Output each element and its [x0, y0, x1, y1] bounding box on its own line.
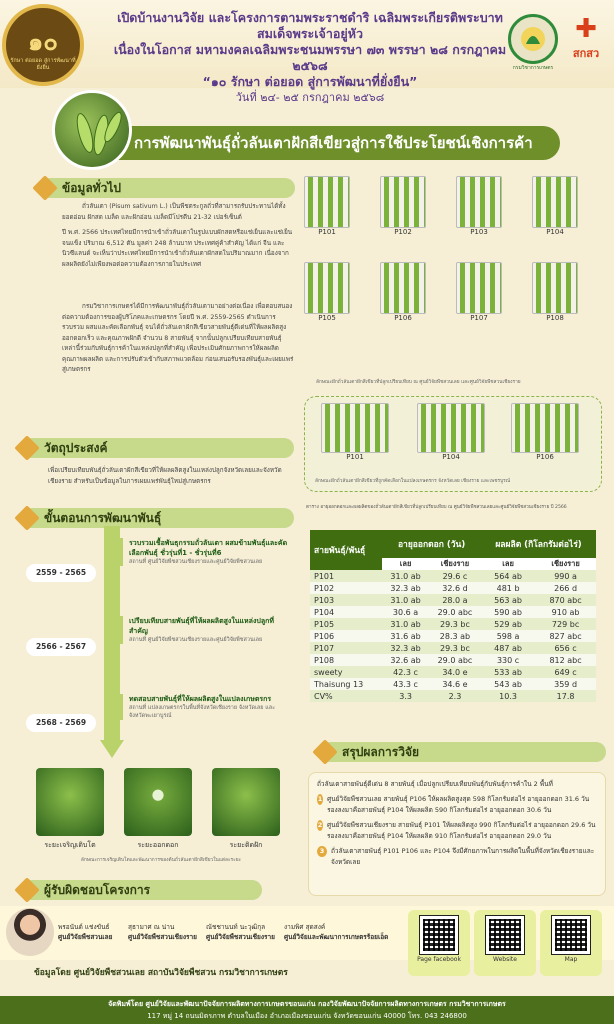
summary-item-text: ถั่วลันเตาสายพันธุ์ P101 P106 และ P104 จึงมีศักยภาพในการผลิตในพื้นที่จังหวัดเชียงรายและจังหวัดเลย	[331, 847, 595, 866]
pod-image	[532, 176, 578, 228]
member-org: ศูนย์วิจัยพืชสวนเชียงราย	[206, 933, 275, 941]
summary-number: 3	[317, 846, 327, 857]
table-row	[310, 582, 596, 594]
summary-box	[308, 772, 606, 896]
footer	[0, 996, 614, 1024]
tsri-logo	[566, 14, 606, 78]
summary-item-text: ศูนย์วิจัยพืชสวนเชียงราย สายพันธุ์ P101 ให้ผลผลิตสูง 990 กิโลกรัมต่อไร่ อายุออกดอก 29.6 วัน รองลงมาคือสายพันธุ์ P104 ให้ผลผลิต 910 กิโลกรัมต่อไร่ อายุออกดอก 29.0 วัน	[327, 821, 596, 840]
pod-label: P103	[470, 228, 488, 236]
section-steps	[22, 508, 294, 528]
cell-value: 31.0 ab	[382, 594, 429, 606]
header-line-4: วันที่ ๒๔- ๒๕ กรกฎาคม ๒๕๖๘	[235, 91, 385, 104]
pod-card	[304, 176, 350, 236]
cell-value: 827 abc	[535, 630, 596, 642]
pod-image	[417, 403, 485, 453]
cell-value: 564 ab	[481, 570, 535, 582]
member-name: สุธามาศ ณ น่าน	[128, 923, 175, 931]
cell-value: 32.6 d	[429, 582, 481, 594]
cell-value: 649 c	[535, 666, 596, 678]
pod-top-caption: ลักษณะฝักถั่วลันเตาฝักสีเขียวที่ปลูกเปรียบเทียบ ณ ศูนย์วิจัยพืชสวนเลย และศูนย์วิจัยพืชสวนเชียงราย	[316, 380, 521, 385]
step-2	[120, 616, 290, 644]
cell-value: 17.8	[535, 690, 596, 702]
stage-photo-podding	[212, 768, 280, 836]
table-row	[310, 594, 596, 606]
cell-value: 266 d	[535, 582, 596, 594]
step-3-title: ทดสอบสายพันธุ์ที่ให้ผลผลิตสูงในแปลงเกษตรกร	[129, 695, 272, 703]
pod-label: P106	[536, 453, 554, 461]
pod-grid-selected	[304, 396, 602, 492]
table-row	[310, 690, 596, 702]
general-paragraph-3: กรมวิชาการเกษตรได้มีการพัฒนาพันธุ์ถั่วลันเตามาอย่างต่อเนื่อง เพื่อตอบสนองต่อความต้องการของผู้บริโภคและเกษตรกร โดยปี พ.ศ. 2559-2565 ดำเนินการรวบรวม ผสมและคัดเลือกพันธุ์ จนได้ถั่วลันเตาฝักสีเขียวสายพันธุ์ดีเด่นที่ให้ผลผลิตสูง ออกดอกเร็ว และคุณภาพฝักดี จำนวน 8 สายพันธุ์ จากนั้นปลูกเปรียบเทียบสายพันธุ์เหล่านี้ร่วมกับพันธุ์การค้าในแหล่งปลูกที่สำคัญ เพื่อประเมินศักยภาพการให้ผลผลิต คุณภาพผลผลิต และการปรับตัวเข้ากับสภาพแวดล้อม ก่อนเสนอรับรองพันธุ์และเผยแพร่สู่เกษตรกร	[62, 303, 294, 373]
pod-card	[304, 262, 350, 322]
pod-label: P104	[442, 453, 460, 461]
cell-value: 543 ab	[481, 678, 535, 690]
cell-variety: P105	[310, 618, 382, 630]
cell-variety: P104	[310, 606, 382, 618]
pod-card	[532, 176, 578, 236]
cell-variety: P102	[310, 582, 382, 594]
pod-card	[380, 262, 426, 322]
stage-label-podding: ระยะติดฝัก	[229, 841, 263, 849]
pod-card	[321, 403, 389, 461]
pod-image	[304, 262, 350, 314]
header-title	[100, 10, 520, 106]
qr-website[interactable]	[474, 910, 536, 976]
general-heading: ข้อมูลทั่วไป	[62, 181, 121, 195]
stage-photo-growth	[36, 768, 104, 836]
pod-label: P108	[546, 314, 564, 322]
cell-value: 28.3 ab	[429, 630, 481, 642]
cell-value: 32.3 ab	[382, 642, 429, 654]
steps-heading: ขั้นตอนการพัฒนาพันธุ์	[44, 511, 162, 525]
section-objective	[22, 438, 294, 458]
member-name: พรอนันต์ แช่งขันธ์	[58, 923, 110, 931]
step-2-years: 2566 - 2567	[26, 638, 96, 656]
qr-code-icon	[486, 916, 524, 954]
cell-value: 32.3 ab	[382, 582, 429, 594]
member-org: ศูนย์วิจัยพืชสวนเลย	[58, 933, 113, 941]
team-member-3	[206, 922, 296, 942]
general-paragraph-1: ถั่วลันเตา (Pisum sativum L.) เป็นพืชตระกูลถั่วที่สามารถรับประทานได้ทั้งยอดอ่อน ฝักสด เมล็ด และฝักอ่อน เมล็ดมีโปรตีน 21-32 เปอร์เซ็นต์	[62, 203, 286, 221]
table-row	[310, 630, 596, 642]
th-flowering: อายุออกดอก (วัน)	[382, 530, 481, 558]
bean-photo	[52, 90, 132, 170]
stage-label-growth: ระยะเจริญเติบโต	[44, 841, 96, 849]
pod-image	[511, 403, 579, 453]
cell-value: 729 bc	[535, 618, 596, 630]
qr-code-icon	[552, 916, 590, 954]
qr-label: Page facebook	[417, 956, 461, 963]
seal-icon	[518, 24, 548, 54]
cell-value: 487 ab	[481, 642, 535, 654]
cell-variety: CV%	[310, 690, 382, 702]
cell-value: 812 abc	[535, 654, 596, 666]
cell-variety: P107	[310, 642, 382, 654]
cell-value: 481 b	[481, 582, 535, 594]
cell-variety: Thaisung 13	[310, 678, 382, 690]
pod-image	[380, 176, 426, 228]
pod-label: P101	[318, 228, 336, 236]
summary-item-text: ศูนย์วิจัยพืชสวนเลย สายพันธุ์ P106 ให้ผลผลิตสูงสุด 598 กิโลกรัมต่อไร่ อายุออกดอก 31.6 วัน รองลงมาคือสายพันธุ์ P104 ให้ผลผลิต 590 กิโลกรัมต่อไร่ อายุออกดอก 30.6 วัน	[327, 795, 590, 814]
qr-label: Website	[493, 956, 517, 963]
pod-card	[417, 403, 485, 461]
pod-image	[321, 403, 389, 453]
objective-heading: วัตถุประสงค์	[44, 441, 108, 455]
pod-image	[456, 176, 502, 228]
researcher-photo	[6, 908, 54, 956]
cell-value: 34.6 e	[429, 678, 481, 690]
cell-value: 359 d	[535, 678, 596, 690]
cell-value: 42.3 c	[382, 666, 429, 678]
pod-grid-top	[300, 176, 606, 376]
summary-item-1	[317, 794, 597, 816]
cell-value: 29.3 bc	[429, 618, 481, 630]
pod-bottom-caption: ลักษณะฝักถั่วลันเตาฝักสีเขียวที่ถูกคัดเลือกในแปลงเกษตรกร จังหวัดเลย เชียงราย และเพชรบูรณ์	[315, 479, 511, 484]
pod-card	[456, 176, 502, 236]
tsri-mark-icon: ✚	[575, 14, 597, 44]
stage-photo-flowering	[124, 768, 192, 836]
summary-number: 2	[317, 821, 323, 829]
section-summary	[320, 742, 606, 762]
pod-label: P107	[470, 314, 488, 322]
pod-card	[456, 262, 502, 322]
cell-value: 598 a	[481, 630, 535, 642]
pod-card	[511, 403, 579, 461]
table-row	[310, 570, 596, 582]
step-3	[120, 694, 290, 720]
team-member-4	[284, 922, 404, 942]
cell-value: 31.0 ab	[382, 570, 429, 582]
pod-label: P104	[546, 228, 564, 236]
pod-image	[532, 262, 578, 314]
th-variety: สายพันธุ์/พันธุ์	[310, 530, 382, 570]
footer-line-2: 117 หมู่ 14 ถนนมิตรภาพ ตำบลในเมือง อำเภอเมืองขอนแก่น จังหวัดขอนแก่น 40000 โทร. 043 246800	[147, 1012, 467, 1020]
cell-variety: P108	[310, 654, 382, 666]
pod-label: P105	[318, 314, 336, 322]
badge-number: ๑๐	[28, 27, 58, 56]
summary-item-2	[317, 820, 597, 842]
summary-heading: สรุปผลการวิจัย	[342, 745, 420, 759]
cell-variety: sweety	[310, 666, 382, 678]
step-2-place: สถานที่ ศูนย์วิจัยพืชสวนเชียงรายและศูนย์วิจัยพืชสวนเลย	[129, 637, 263, 643]
header-line-1: เปิดบ้านงานวิจัย และโครงการตามพระราชดำริ เฉลิมพระเกียรติพระบาทสมเด็จพระเจ้าอยู่หัว	[117, 10, 503, 41]
credit-line: ข้อมูลโดย ศูนย์วิจัยพืชสวนเลย สถาบันวิจัยพืชสวน กรมวิชาการเกษตร	[34, 968, 288, 978]
stages-caption: ลักษณะการเจริญเติบโตและพัฒนาการของต้นถั่วลันเตาฝักสีเขียวในแต่ละระยะ	[80, 858, 242, 863]
qr-facebook[interactable]	[408, 910, 470, 976]
qr-code-icon	[420, 916, 458, 954]
cell-value: 43.3 c	[382, 678, 429, 690]
cell-value: 563 ab	[481, 594, 535, 606]
pod-card	[380, 176, 426, 236]
table-caption: ตาราง อายุออกดอกและผลผลิตของถั่วลันเตาฝักสีเขียวที่ปลูกเปรียบเทียบ ณ ศูนย์วิจัยพืชสวนเลยและศูนย์วิจัยพืชสวนเชียงราย ปี 2566	[306, 505, 567, 510]
cell-value: 330 c	[481, 654, 535, 666]
th-sub-chiangrai-2: เชียงราย	[535, 558, 596, 570]
cell-value: 533 ab	[481, 666, 535, 678]
step-3-years: 2568 - 2569	[26, 714, 96, 732]
summary-number: 1	[317, 795, 323, 803]
th-yield: ผลผลิต (กิโลกรัมต่อไร่)	[481, 530, 596, 558]
cell-value: 870 abc	[535, 594, 596, 606]
step-1-title: รวบรวมเชื้อพันธุกรรมถั่วลันเตา ผสมข้ามพันธุ์และคัดเลือกพันธุ์ ชั่วรุ่นที่1 - ชั่วรุ่นที่6	[129, 539, 288, 557]
summary-intro: ถั่วลันเตาสายพันธุ์ดีเด่น 8 สายพันธุ์ เมื่อปลูกเปรียบเทียบพันธุ์กับพันธุ์การค้าใน 2 พื้นที่	[317, 780, 553, 788]
cell-value: 10.3	[481, 690, 535, 702]
step-1-years: 2559 - 2565	[26, 564, 96, 582]
pod-label: P101	[346, 453, 364, 461]
cell-variety: P103	[310, 594, 382, 606]
member-org: ศูนย์วิจัยและพัฒนาการเกษตรร้อยเอ็ด	[284, 933, 389, 941]
qr-map[interactable]	[540, 910, 602, 976]
cell-value: 590 ab	[481, 606, 535, 618]
step-1	[120, 538, 290, 566]
th-sub-chiangrai-1: เชียงราย	[429, 558, 481, 570]
step-2-title: เปรียบเทียบสายพันธุ์ที่ให้ผลผลิตสูงในแหล่งปลูกที่สำคัญ	[129, 617, 274, 635]
section-general	[40, 178, 295, 198]
page-title: การพัฒนาพันธุ์ถั่วลันเตาฝักสีเขียวสู่การใช้ประโยชน์เชิงการค้า	[100, 126, 560, 160]
cell-value: 34.0 e	[429, 666, 481, 678]
cell-variety: P106	[310, 630, 382, 642]
pod-label: P106	[394, 314, 412, 322]
table-row	[310, 678, 596, 690]
cell-value: 29.6 c	[429, 570, 481, 582]
anniversary-badge	[2, 4, 84, 86]
cell-value: 32.6 ab	[382, 654, 429, 666]
cell-value: 28.0 a	[429, 594, 481, 606]
seal-label: กรมวิชาการเกษตร	[512, 65, 554, 71]
cell-value: 31.6 ab	[382, 630, 429, 642]
table-row	[310, 618, 596, 630]
table-row	[310, 642, 596, 654]
cell-value: 2.3	[429, 690, 481, 702]
footer-line-1: จัดพิมพ์โดย ศูนย์วิจัยและพัฒนาปัจจัยการผลิตทางการเกษตรขอนแก่น กองวิจัยพัฒนาปัจจัยการผลิตทางการเกษตร กรมวิชาการเกษตร	[108, 1000, 506, 1008]
cell-value: 29.0 abc	[429, 654, 481, 666]
pod-card	[532, 262, 578, 322]
yield-table	[310, 530, 596, 702]
step-1-place: สถานที่ ศูนย์วิจัยพืชสวนเชียงรายและศูนย์วิจัยพืชสวนเลย	[129, 559, 263, 565]
step-3-place: สถานที่ แปลงเกษตรกรในพื้นที่จังหวัดเชียงราย จังหวัดเลย และจังหวัดพะเยาบูรณ์	[129, 705, 276, 719]
cell-variety: P101	[310, 570, 382, 582]
th-sub-loei-1: เลย	[382, 558, 429, 570]
cell-value: 3.3	[382, 690, 429, 702]
cell-value: 529 ab	[481, 618, 535, 630]
badge-subtitle: รักษา ต่อยอด สู่การพัฒนาที่ยั่งยืน	[10, 58, 76, 71]
general-paragraph-2: ปี พ.ศ. 2566 ประเทศไทยมีการนำเข้าถั่วลันเตาในรูปแบบผักสดหรือแช่เย็นและแช่เย็นจนแข็ง ปริมาณ 6,512 ตัน มูลค่า 248 ล้านบาท ประเทศคู่ค้าสำคัญ ได้แก่ จีน และนิวซีแลนด์ จะเห็นว่าประเทศไทยมีการนำเข้าถั่วลันเตาผักสดในปริมาณมาก เนื่องจากผลผลิตยังไม่เพียงพอต่อความต้องการภายในประเทศ	[62, 229, 293, 268]
cell-value: 656 c	[535, 642, 596, 654]
header-line-2: เนื่องในโอกาส มหามงคลเฉลิมพระชนมพรรษา ๗๓ พรรษา ๒๘ กรกฎาคม ๒๕๖๘	[113, 42, 507, 73]
table-row	[310, 666, 596, 678]
cell-value: 990 a	[535, 570, 596, 582]
stage-label-flowering: ระยะออกดอก	[137, 841, 179, 849]
section-team	[22, 880, 262, 900]
member-name: ณัชชานนท์ นะวุฒิกุล	[206, 923, 266, 931]
team-member-2	[128, 922, 218, 942]
tsri-text: สกสว	[572, 47, 600, 60]
header-line-3: “๑๐ รักษา ต่อยอด สู่การพัฒนาที่ยั่งยืน”	[202, 74, 418, 89]
team-heading: ผู้รับผิดชอบโครงการ	[44, 883, 151, 897]
th-sub-loei-2: เลย	[481, 558, 535, 570]
cell-value: 29.0 abc	[429, 606, 481, 618]
department-seal	[508, 14, 558, 64]
table-row	[310, 606, 596, 618]
pod-image	[456, 262, 502, 314]
summary-item-3	[317, 846, 597, 868]
cell-value: 31.0 ab	[382, 618, 429, 630]
pod-image	[380, 262, 426, 314]
cell-value: 30.6 a	[382, 606, 429, 618]
cell-value: 910 ab	[535, 606, 596, 618]
pod-image	[304, 176, 350, 228]
objective-text: เพื่อเปรียบเทียบพันธุ์ถั่วลันเตาฝักสีเขียวที่ให้ผลผลิตสูงในแหล่งปลูกจังหวัดเลยและจังหวัดเชียงราย สำหรับเป็นข้อมูลในการเผยแพร่พันธุ์ใหม่สู่เกษตรกร	[48, 467, 282, 485]
cell-value: 29.3 bc	[429, 642, 481, 654]
qr-label: Map	[564, 956, 578, 963]
member-org: ศูนย์วิจัยพืชสวนเชียงราย	[128, 933, 197, 941]
member-name: งามพิศ สุดสงค์	[284, 923, 326, 931]
table-row	[310, 654, 596, 666]
pod-label: P102	[394, 228, 412, 236]
